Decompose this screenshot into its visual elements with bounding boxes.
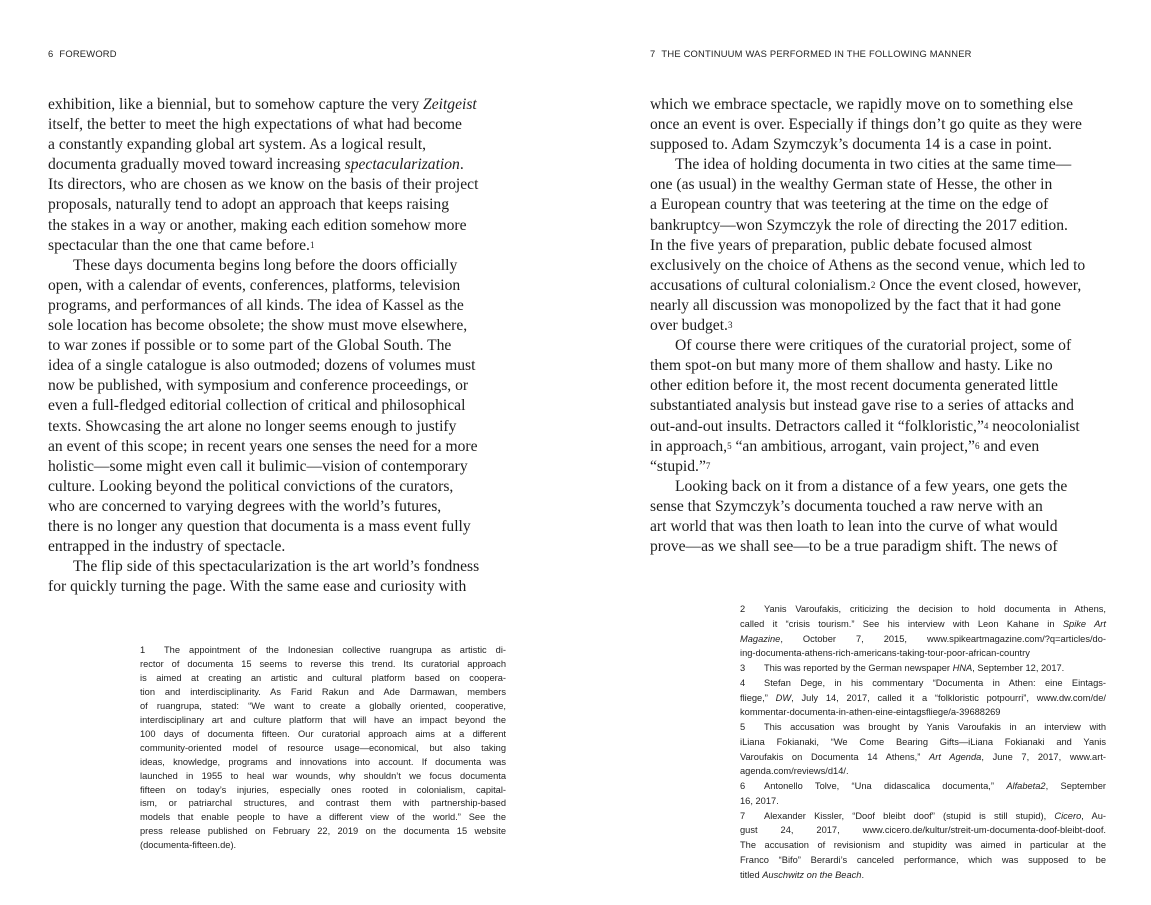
- page-number: 7: [650, 48, 656, 59]
- text-run: 16, 2017.: [740, 795, 779, 806]
- text-run: a constantly expanding global art system. As a logical result,: [48, 136, 427, 154]
- text-line: [650, 135, 1085, 155]
- text-line: [48, 175, 479, 195]
- text-line: [650, 236, 1085, 256]
- text-run: proposals, naturally tend to adopt an approach that keeps raising: [48, 196, 449, 214]
- text-line: [140, 784, 506, 798]
- text-run: iLiana Fokianaki, “We Come Bearing Gifts—iLiana Fokianaki and Yanis: [740, 736, 1106, 747]
- text-run: exclusively on the choice of Athens as the second venue, which led to: [650, 256, 1086, 274]
- text-line: [650, 356, 1085, 376]
- text-run: called it “crisis tourism.” See his interview with Leon Kahane in: [740, 618, 1063, 629]
- italic-text: Spike Art: [1062, 618, 1106, 629]
- text-line: [650, 296, 1085, 316]
- text-run: texts. Showcasing the art alone no longer seems enough to justify: [48, 417, 457, 435]
- italic-text: DW: [775, 692, 792, 703]
- text-run: itself, the better to meet the high expectations of what had become: [48, 116, 462, 134]
- text-run: which we embrace spectacle, we rapidly move on to something else: [650, 96, 1074, 113]
- text-line: [650, 316, 1085, 336]
- text-line: [650, 417, 1085, 437]
- text-run: programs, and performances of all kinds. The idea of Kassel as the: [48, 296, 464, 314]
- text-run: , September: [1045, 781, 1106, 791]
- text-run: one (as usual) in the wealthy German state of Hesse, the other in: [650, 176, 1053, 194]
- text-line: [740, 602, 1106, 617]
- text-run: These days documenta begins long before the doors officially: [73, 256, 458, 274]
- footnote-number: 5: [740, 722, 746, 732]
- text-line: [48, 477, 479, 497]
- text-line: [48, 316, 479, 336]
- text-run: tion and interdisciplinarity. As Farid Rakun and Ade Darmawan, members: [140, 686, 506, 697]
- text-run: In the five years of preparation, public debate focused almost: [650, 236, 1032, 254]
- footnote-number: 3: [740, 663, 746, 673]
- text-run: Franco “Bifo” Berardi’s canceled performance, which was supposed to be: [740, 854, 1106, 865]
- text-line: [650, 477, 1085, 497]
- text-line: [140, 728, 506, 742]
- text-run: gust 24, 2017, www.cicero.de/kultur/streit-um-documenta-doof-bleibt-doof.: [740, 825, 1106, 836]
- text-run: once an event is over. Especially if things don’t go quite as they were: [650, 116, 1082, 134]
- italic-text: spectacularization: [344, 156, 460, 174]
- text-line: [140, 700, 506, 714]
- left-body-text: [48, 95, 479, 597]
- text-line: [48, 417, 479, 437]
- text-line: [650, 276, 1085, 296]
- text-run: models that enable people to have a different view of the world.” See the: [140, 812, 506, 823]
- text-line: [48, 497, 479, 517]
- text-run: to war zones if possible or to some part of the Global South. The: [48, 337, 452, 355]
- text-run: press release published on February 22, 2019 on the documenta 15 website: [140, 826, 506, 837]
- footnote-reference: 3: [727, 320, 733, 331]
- text-run: neocolonialist: [988, 417, 1080, 435]
- text-run: “an ambitious, arrogant, vain project,”: [731, 437, 975, 455]
- text-run: open, with a calendar of events, conferences, platforms, television: [48, 276, 461, 294]
- text-run: entrapped in the industry of spectacle.: [48, 538, 286, 556]
- text-line: [650, 437, 1085, 457]
- text-line: [48, 155, 479, 175]
- text-line: [740, 720, 1106, 735]
- text-run: over budget.: [650, 317, 728, 335]
- footnote-number: 2: [740, 604, 746, 614]
- footnote-number: 1: [140, 645, 146, 655]
- text-line: [650, 517, 1085, 537]
- footnote-number: 7: [740, 810, 746, 821]
- text-run: , July 14, 2017, called it a “folkloristic potpourri”, www.dw.com/de/: [791, 692, 1106, 703]
- text-line: [650, 497, 1085, 517]
- text-run: Stefan Dege, in his commentary “Documenta in Athen: eine Eintags-: [764, 677, 1106, 688]
- text-run: 100 days of documenta fifteen. Our curatorial approach aims at a different: [140, 728, 506, 739]
- text-line: [48, 276, 479, 296]
- text-run: This was reported by the German newspaper: [764, 663, 953, 673]
- text-line: [740, 809, 1106, 824]
- text-line: [740, 735, 1106, 750]
- text-run: prove—as we shall see—to be a true paradigm shift. The news of: [650, 538, 1058, 556]
- text-run: , September 12, 2017.: [972, 663, 1065, 673]
- text-run: an event of this scope; in recent years one senses the need for a more: [48, 437, 478, 455]
- text-line: [650, 195, 1085, 215]
- text-run: and even: [979, 437, 1040, 455]
- text-line: [740, 661, 1106, 676]
- italic-text: Zeitgeist: [423, 96, 477, 113]
- text-run: now be published, with symposium and conference proceedings, or: [48, 377, 469, 395]
- text-run: Antonello Tolve, “Una didascalica documenta,”: [764, 781, 1007, 791]
- text-run: ing-documenta-athens-rich-americans-taking-tour-poor-african-country: [740, 648, 1030, 659]
- text-line: [650, 396, 1085, 416]
- text-run: culture. Looking beyond the political convictions of the curators,: [48, 477, 454, 495]
- text-run: in approach,: [650, 437, 728, 455]
- text-run: Yanis Varoufakis, criticizing the decision to hold documenta in Athens,: [764, 604, 1106, 614]
- text-line: [740, 646, 1106, 661]
- footnote-reference: 7: [705, 460, 711, 471]
- text-run: sense that Szymczyk’s documenta touched a raw nerve with an: [650, 497, 1043, 515]
- text-line: [48, 577, 479, 597]
- text-run: , Au-: [1081, 810, 1106, 821]
- text-line: [48, 115, 479, 135]
- text-line: [48, 296, 479, 316]
- text-line: [650, 457, 1085, 477]
- text-line: [140, 644, 506, 658]
- footnote-reference: 2: [870, 279, 876, 290]
- text-line: [740, 764, 1106, 779]
- text-run: .: [861, 869, 865, 880]
- text-run: accusations of cultural colonialism.: [650, 276, 871, 294]
- text-run: there is no longer any question that documenta is a mass event fully: [48, 517, 471, 535]
- footnote-reference: 1: [309, 239, 315, 250]
- text-line: [48, 557, 479, 577]
- text-run: them spot-on but many more of them shallow and hasty. Like no: [650, 357, 1053, 375]
- text-run: the stakes in a way or another, making each edition somehow more: [48, 216, 467, 234]
- text-run: a European country that was teetering at the time on the edge of: [650, 196, 1049, 214]
- text-run: “stupid.”: [650, 457, 706, 475]
- text-line: [650, 336, 1085, 356]
- text-run: holistic—some might even call it bulimic—vision of contemporary: [48, 457, 468, 475]
- text-line: [740, 691, 1106, 706]
- text-run: community-oriented model of resource usage—economical, but also taking: [140, 742, 506, 753]
- text-line: [48, 537, 479, 557]
- text-run: fifteen on today’s injuries, especially ones rooted in colonialism, capital-: [140, 784, 506, 795]
- text-run: The flip side of this spectacularization is the art world’s fondness: [73, 558, 480, 576]
- text-line: [650, 95, 1085, 115]
- text-run: for quickly turning the page. With the same ease and curiosity with: [48, 578, 467, 596]
- text-run: even a full-fledged editorial collection of critical and philosophical: [48, 397, 466, 415]
- text-run: spectacular than the one that came before.: [48, 236, 310, 254]
- text-line: [740, 779, 1106, 794]
- text-run: out-and-out insults. Detractors called it “folkloristic,”: [650, 417, 984, 435]
- text-run: .: [459, 156, 464, 174]
- text-line: [740, 632, 1106, 647]
- text-run: is aimed at creating an artistic and cultural platform based on coopera-: [140, 672, 506, 683]
- text-line: [48, 356, 479, 376]
- text-line: [740, 868, 1106, 883]
- text-line: [740, 853, 1106, 868]
- text-run: Looking back on it from a distance of a few years, one gets the: [675, 477, 1068, 495]
- text-line: [740, 676, 1106, 691]
- text-run: This accusation was brought by Yanis Varoufakis in an interview with: [764, 722, 1106, 732]
- text-line: [650, 216, 1085, 236]
- footnote-reference: 5: [727, 440, 732, 451]
- text-line: [140, 742, 506, 756]
- text-run: supposed to. Adam Szymczyk’s documenta 14 is a case in point.: [650, 136, 1052, 154]
- right-running-head: [650, 48, 972, 59]
- running-head-title: THE CONTINUUM WAS PERFORMED IN THE FOLLOWING MANNER: [661, 48, 972, 59]
- text-line: [140, 770, 506, 784]
- text-run: substantiated analysis but instead gave rise to a series of attacks and: [650, 397, 1074, 415]
- text-line: [740, 705, 1106, 720]
- italic-text: Auschwitz on the Beach: [762, 869, 862, 880]
- running-head-title: FOREWORD: [59, 48, 117, 59]
- text-line: [740, 750, 1106, 765]
- text-run: The accusation of revisionism and stupidity was aimed in particular at the: [740, 840, 1106, 850]
- left-footnotes: [140, 644, 506, 853]
- text-line: [740, 794, 1106, 809]
- right-body-text: [650, 95, 1085, 557]
- text-run: titled: [740, 869, 763, 880]
- text-run: interdisciplinary art and culture platform that will have an impact beyond the: [140, 714, 506, 725]
- italic-text: HNA: [952, 663, 973, 673]
- footnote-reference: 6: [974, 440, 980, 451]
- text-run: rector of documenta 15 seems to reverse this trend. Its curatorial approach: [140, 658, 506, 669]
- text-line: [48, 236, 479, 256]
- text-run: documenta gradually moved toward increasing: [48, 156, 345, 174]
- text-line: [140, 714, 506, 728]
- text-run: ism, or patriarchal structures, and contrast them with partnership-based: [140, 798, 506, 809]
- right-footnotes: [740, 602, 1106, 882]
- text-line: [140, 672, 506, 686]
- text-run: Varoufakis on Documenta 14 Athens,”: [740, 751, 930, 762]
- text-line: [650, 537, 1085, 557]
- text-run: nearly all discussion was monopolized by the fact that it had gone: [650, 296, 1061, 314]
- italic-text: Alfabeta2: [1006, 781, 1046, 791]
- text-run: launched in 1955 to heal war wounds, why shouldn’t we focus documenta: [140, 770, 506, 781]
- text-run: kommentar-documenta-in-athen-eine-eintagsfliege/a-39688269: [740, 707, 1001, 718]
- text-run: The idea of holding documenta in two cities at the same time—: [675, 156, 1072, 174]
- text-run: fliege,”: [740, 692, 776, 703]
- text-line: [140, 756, 506, 770]
- text-line: [48, 135, 479, 155]
- text-line: [48, 437, 479, 457]
- text-line: [48, 336, 479, 356]
- left-running-head: [48, 48, 117, 59]
- text-run: , October 7, 2015, www.spikeartmagazine.com/?q=articles/do-: [780, 633, 1106, 644]
- italic-text: Cicero: [1054, 810, 1082, 821]
- text-line: [140, 658, 506, 672]
- text-run: sole location has become obsolete; the show must move elsewhere,: [48, 317, 468, 335]
- text-run: exhibition, like a biennial, but to somehow capture the very: [48, 96, 424, 113]
- text-line: [48, 396, 479, 416]
- text-run: (documenta-fifteen.de).: [140, 840, 237, 851]
- text-line: [48, 457, 479, 477]
- text-line: [650, 256, 1085, 276]
- text-line: [740, 823, 1106, 838]
- text-line: [650, 175, 1085, 195]
- text-run: Alexander Kissler, “Doof bleibt doof” (stupid is still stupid),: [764, 810, 1055, 821]
- text-line: [48, 195, 479, 215]
- text-line: [48, 256, 479, 276]
- text-line: [48, 216, 479, 236]
- text-line: [650, 376, 1085, 396]
- text-run: Its directors, who are chosen as we know on the basis of their project: [48, 176, 479, 194]
- text-line: [740, 617, 1106, 632]
- text-run: of ruangrupa, stated: “We want to create a globally oriented, cooperative,: [140, 700, 506, 711]
- text-line: [140, 839, 506, 853]
- text-run: Once the event closed, however,: [875, 276, 1082, 294]
- text-run: The appointment of the Indonesian collective ruangrupa as artistic di-: [164, 645, 506, 655]
- text-run: Of course there were critiques of the curatorial project, some of: [675, 337, 1072, 355]
- text-run: agenda.com/reviews/d14/.: [740, 766, 849, 777]
- text-line: [140, 825, 506, 839]
- text-run: ideas, knowledge, programs and innovations into account. If documenta was: [140, 756, 506, 767]
- text-run: art world that was then loath to lean into the curve of what would: [650, 517, 1058, 535]
- footnote-reference: 4: [983, 420, 989, 431]
- text-run: other edition before it, the most recent documenta generated little: [650, 377, 1058, 395]
- text-run: who are concerned to varying degrees with the world’s futures,: [48, 497, 442, 515]
- text-run: , June 7, 2017, www.art-: [981, 751, 1106, 762]
- text-line: [650, 155, 1085, 175]
- text-run: idea of a single catalogue is also outmoded; dozens of volumes must: [48, 357, 476, 375]
- text-line: [48, 517, 479, 537]
- italic-text: Magazine: [740, 633, 781, 644]
- footnote-number: 4: [740, 677, 746, 688]
- text-line: [740, 838, 1106, 853]
- text-line: [48, 376, 479, 396]
- text-run: bankruptcy—won Szymczyk the role of directing the 2017 edition.: [650, 216, 1068, 234]
- text-line: [48, 95, 479, 115]
- text-line: [140, 797, 506, 811]
- italic-text: Art Agenda: [929, 751, 982, 762]
- footnote-number: 6: [740, 781, 746, 791]
- text-line: [140, 811, 506, 825]
- page-number: 6: [48, 48, 54, 59]
- text-line: [650, 115, 1085, 135]
- text-line: [140, 686, 506, 700]
